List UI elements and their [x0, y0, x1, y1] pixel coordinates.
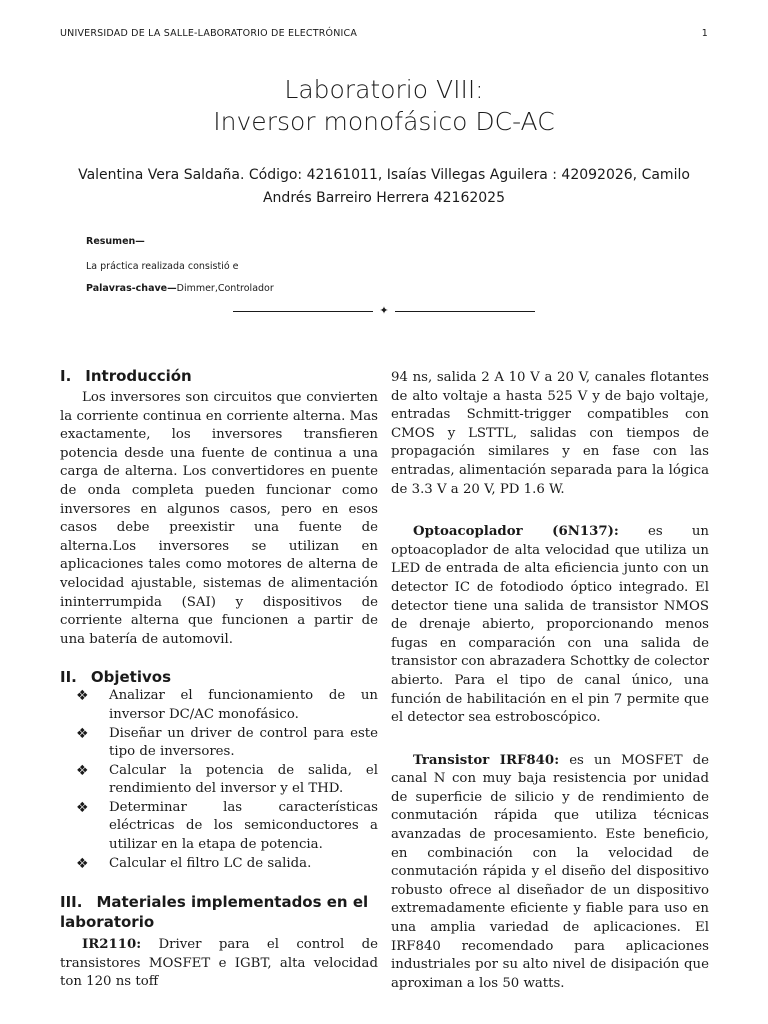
title-line-2: Inversor monofásico DC-AC: [213, 107, 555, 136]
list-item: [60, 799, 378, 855]
section-heading-materiales: [60, 892, 378, 932]
list-item: [60, 725, 378, 762]
diamond-bullet-icon: ❖: [76, 799, 89, 816]
list-item-text: Diseñar un driver de control para este tipo de inversores.: [109, 725, 378, 760]
section-number: III.: [60, 893, 83, 912]
list-item: [60, 762, 378, 799]
page-number: 1: [701, 28, 708, 39]
abstract-label: Resumen—: [86, 236, 145, 247]
separator-line-right: [395, 311, 535, 312]
separator-ornament-icon: ✦: [379, 304, 389, 317]
section-separator: [0, 305, 768, 317]
section-heading-objetivos: [60, 667, 378, 687]
left-column: [60, 366, 378, 992]
objectives-list: [60, 687, 378, 873]
list-item-text: Calcular el filtro LC de salida.: [109, 855, 312, 871]
author-list: [60, 164, 708, 210]
right-column: [391, 369, 709, 993]
ir2110-text-continued: 94 ns, salida 2 A 10 V a 20 V, canales flotantes de alto voltaje a hasta 525 V y de bajo voltaje, entradas Schmitt-trigger compatibles con CMOS y LSTTL, salidas con tiempos de propagación similares y en fase con las entradas, alimentación separada para la lógica de 3.3 V a 20 V, PD 1.6 W.: [391, 370, 709, 497]
list-item-text: Determinar las características eléctricas de los semiconductores a utilizar en la etapa de potencia.: [109, 799, 378, 853]
intro-paragraph: Los inversores son circuitos que convierten la corriente continua en corriente alterna. Mas exactamente, los inversores transfieren potencia desde una fuente de continua a una carga de alterna. Los convertidores en puente de onda completa pueden funcionar como inversores en algunos casos, pero en esos casos debe preexistir una fuente de alterna.Los inversores se utilizan en aplicaciones tales como motores de alterna de velocidad ajustable, sistemas de alimentación ininterrumpida (SAI) y dispositivos de corriente alterna que funcionen a partir de una batería de automovil.: [60, 390, 378, 647]
optoacoplador-text: es un optoacoplador de alta velocidad que utiliza un LED de entrada de alta eficiencia junto con un detector IC de fotodiodo óptico integrado. El detector tiene una salida de transistor NMOS de drenaje abierto, proporcionando menos fugas en comparación con una salida de transistor con abrazadera Schottky de colector abierto. Para el tipo de canal único, una función de habilitación en el pin 7 permite que el detector sea estroboscópico.: [391, 524, 709, 726]
diamond-bullet-icon: ❖: [76, 688, 89, 705]
separator-line-left: [233, 311, 373, 312]
diamond-bullet-icon: ❖: [76, 725, 89, 742]
section-title: Materiales implementados en el laboratorio: [60, 893, 369, 932]
paper-title: [0, 74, 768, 138]
keywords-label: Palavras-chave—: [86, 283, 177, 294]
list-item-text: Calcular la potencia de salida, el rendimiento del inversor y el THD.: [109, 762, 378, 797]
abstract-text: La práctica realizada consistió e: [86, 261, 239, 272]
list-item: [60, 855, 378, 874]
irf840-text: es un MOSFET de canal N con muy baja resistencia por unidad de superficie de silicio y de rendimiento de conmutación rápida que utiliza técnicas avanzadas de procesamiento. Este beneficio, en combinación con la velocidad de conmutación rápida y el diseño del dispositivo robusto ofrece al diseñador de un dispositivo extremadamente eficiente y fiable para uso en una amplia variedad de aplicaciones. El IRF840 recomendado para aplicaciones industriales por su alto nivel de disipación que aproximan a los 50 watts.: [391, 752, 710, 991]
irf840-paragraph: [391, 752, 709, 994]
section-title: Introducción: [85, 367, 192, 385]
section-number: I.: [60, 367, 72, 385]
institution-name: UNIVERSIDAD DE LA SALLE-LABORATORIO DE ELECTRÓNICA: [60, 28, 358, 39]
keywords-value: Dimmer,Controlador: [176, 283, 274, 294]
abstract-heading: [86, 236, 145, 247]
optoacoplador-term: Optoacoplador (6N137):: [413, 524, 619, 540]
list-item-text: Analizar el funcionamiento de un inversor DC/AC monofásico.: [109, 688, 378, 722]
section-heading-introduccion: [60, 366, 378, 386]
keywords-row: [86, 283, 274, 294]
running-header: [60, 28, 708, 39]
section-title: Objetivos: [90, 668, 172, 687]
irf840-term: Transistor IRF840:: [413, 752, 560, 768]
authors-line-1: Valentina Vera Saldaña. Código: 42161011, Isaías Villegas Aguilera : 42092026, Camilo: [78, 167, 690, 183]
title-line-1: Laboratorio VIII:: [284, 75, 484, 104]
diamond-bullet-icon: ❖: [76, 855, 89, 872]
section-number: II.: [60, 668, 77, 687]
authors-line-2: Andrés Barreiro Herrera 42162025: [262, 190, 505, 206]
optoacoplador-paragraph: [391, 523, 709, 728]
ir2110-text-start: Driver para el control de transistores MOSFET e IGBT, alta velocidad ton 120 ns toff: [60, 937, 378, 990]
ir2110-paragraph: [60, 936, 378, 992]
ir2110-term: IR2110:: [82, 937, 142, 953]
diamond-bullet-icon: ❖: [76, 762, 89, 779]
list-item: [60, 687, 378, 724]
